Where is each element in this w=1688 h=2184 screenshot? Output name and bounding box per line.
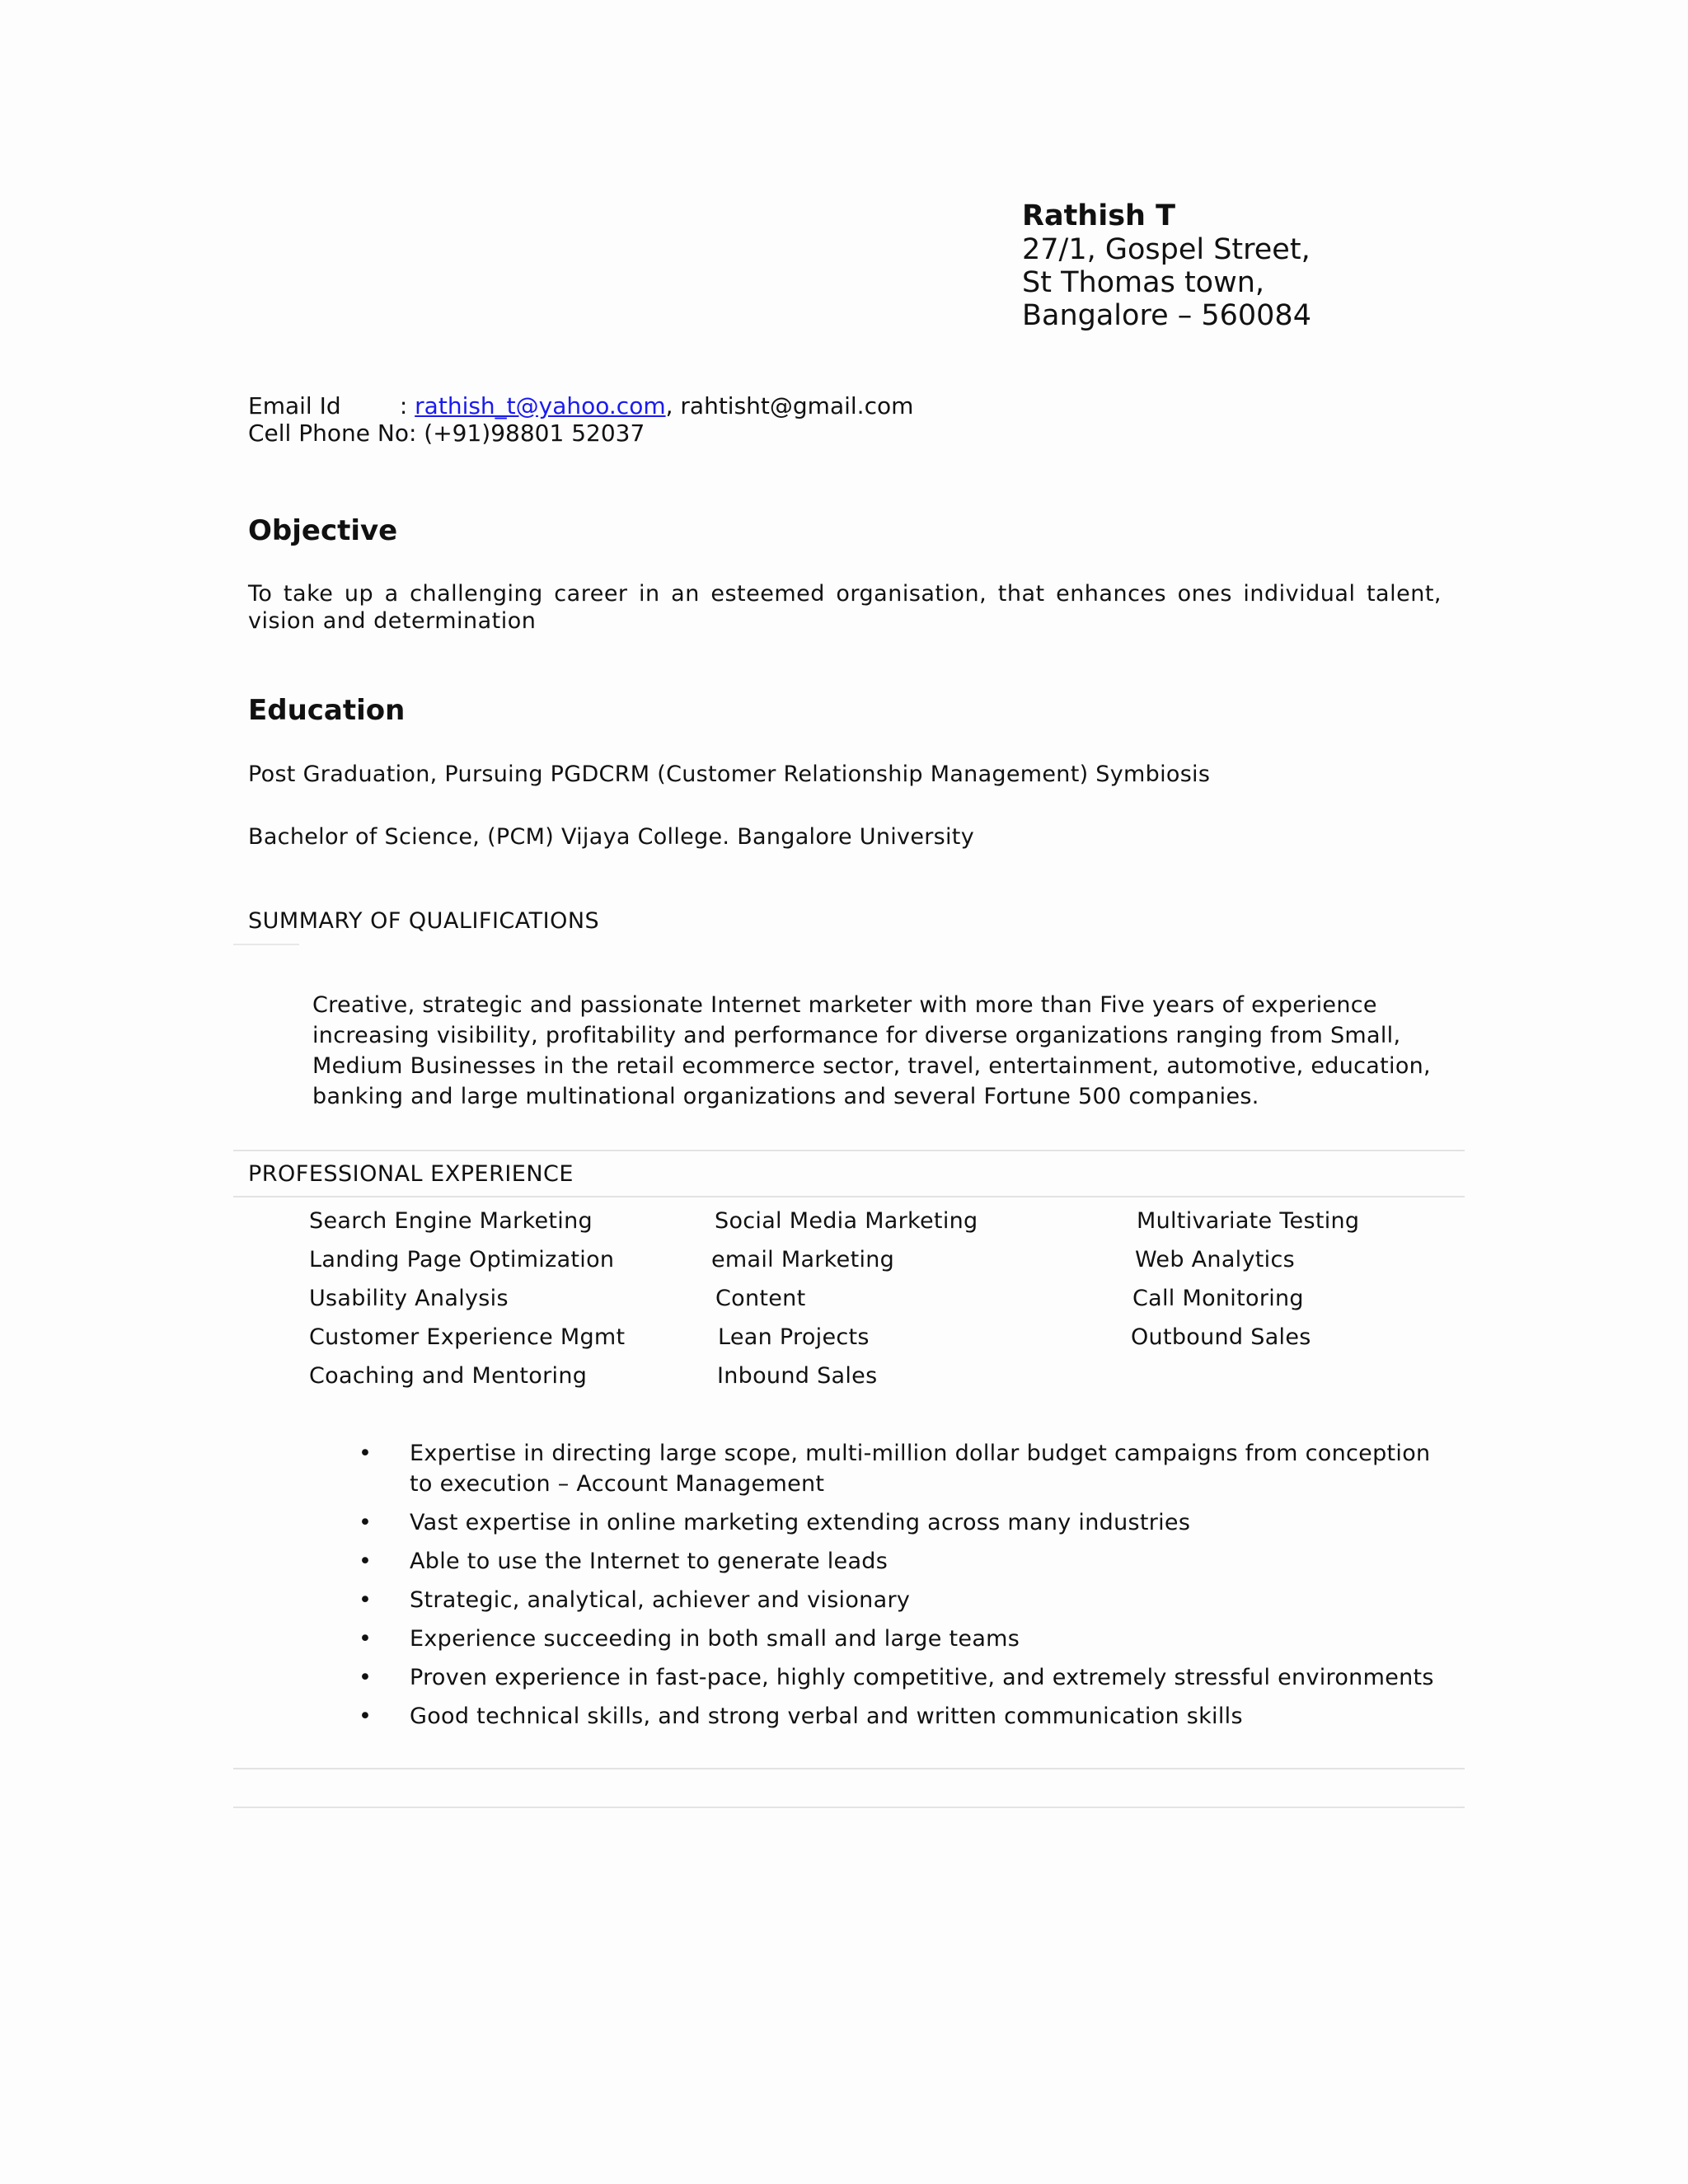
education-heading: Education bbox=[248, 694, 406, 727]
education-item: Post Graduation, Pursuing PGDCRM (Customer Relationship Management) Symbiosis bbox=[248, 762, 1211, 787]
bullet-marker: • bbox=[359, 1704, 373, 1729]
address-line-2: St Thomas town, bbox=[1022, 266, 1265, 299]
bullet-text: Proven experience in fast-pace, highly competitive, and extremely stressful environments bbox=[410, 1665, 1434, 1690]
skill-item: Outbound Sales bbox=[1131, 1324, 1311, 1350]
skill-item: Search Engine Marketing bbox=[309, 1208, 593, 1234]
bullet-marker: • bbox=[359, 1626, 373, 1652]
summary-line: Medium Businesses in the retail ecommerce sector, travel, entertainment, automotive, education, bbox=[312, 1053, 1431, 1079]
email-row bbox=[248, 392, 913, 420]
bullet-marker: • bbox=[359, 1549, 373, 1574]
email-label: Email Id : bbox=[248, 392, 408, 419]
skill-item: Landing Page Optimization bbox=[309, 1247, 615, 1272]
bullet-item bbox=[354, 1701, 1459, 1732]
skill-item: Usability Analysis bbox=[309, 1286, 509, 1311]
bullet-text: Strategic, analytical, achiever and visionary bbox=[410, 1587, 911, 1613]
experience-bullets bbox=[354, 1438, 1459, 1740]
skill-item: Content bbox=[715, 1286, 806, 1311]
bullet-item bbox=[354, 1624, 1459, 1654]
divider bbox=[233, 1807, 1465, 1808]
skill-item: Coaching and Mentoring bbox=[309, 1363, 588, 1389]
skill-item: Social Media Marketing bbox=[715, 1208, 978, 1234]
email-secondary: , rahtisht@gmail.com bbox=[665, 392, 914, 419]
bullet-marker: • bbox=[359, 1441, 373, 1466]
bullet-marker: • bbox=[359, 1587, 373, 1613]
bullet-item bbox=[354, 1546, 1459, 1577]
address-line-1: 27/1, Gospel Street, bbox=[1022, 233, 1311, 266]
summary-line: increasing visibility, profitability and performance for diverse organizations ranging from Small, bbox=[312, 1023, 1401, 1048]
bullet-text: Good technical skills, and strong verbal and written communication skills bbox=[410, 1704, 1243, 1729]
bullet-text: Able to use the Internet to generate leads bbox=[410, 1549, 889, 1574]
divider bbox=[233, 1196, 1465, 1197]
bullet-item bbox=[354, 1507, 1459, 1538]
summary-line: Creative, strategic and passionate Internet marketer with more than Five years of experience bbox=[312, 992, 1377, 1018]
divider bbox=[233, 1150, 1465, 1151]
summary-heading: SUMMARY OF QUALIFICATIONS bbox=[248, 908, 600, 934]
bullet-text: Expertise in directing large scope, multi-million dollar budget campaigns from conception to execution – Account Management bbox=[410, 1441, 1431, 1497]
bullet-item bbox=[354, 1662, 1459, 1693]
skill-item: Call Monitoring bbox=[1132, 1286, 1304, 1311]
skill-item: Customer Experience Mgmt bbox=[309, 1324, 626, 1350]
bullet-item bbox=[354, 1438, 1459, 1499]
objective-text: To take up a challenging career in an esteemed organisation, that enhances ones individual talent, vision and determination bbox=[248, 581, 1442, 634]
bullet-text: Vast expertise in online marketing extending across many industries bbox=[410, 1510, 1191, 1535]
skill-item: Inbound Sales bbox=[717, 1363, 878, 1389]
candidate-name: Rathish T bbox=[1022, 199, 1176, 232]
bullet-item bbox=[354, 1585, 1459, 1615]
skill-item: Web Analytics bbox=[1135, 1247, 1295, 1272]
bullet-marker: • bbox=[359, 1510, 373, 1535]
experience-heading: PROFESSIONAL EXPERIENCE bbox=[248, 1161, 574, 1187]
bullet-marker: • bbox=[359, 1665, 373, 1690]
education-item: Bachelor of Science, (PCM) Vijaya College. Bangalore University bbox=[248, 824, 974, 850]
summary-line: banking and large multinational organizations and several Fortune 500 companies. bbox=[312, 1084, 1259, 1109]
skill-item: Multivariate Testing bbox=[1137, 1208, 1360, 1234]
email-link[interactable]: rathish_t@yahoo.com bbox=[415, 392, 666, 419]
phone-row: Cell Phone No: (+91)98801 52037 bbox=[248, 419, 645, 447]
skill-item: Lean Projects bbox=[718, 1324, 870, 1350]
summary-underline bbox=[233, 944, 299, 945]
objective-heading: Objective bbox=[248, 514, 398, 547]
divider bbox=[233, 1768, 1465, 1769]
bullet-text: Experience succeeding in both small and large teams bbox=[410, 1626, 1020, 1652]
skill-item: email Marketing bbox=[711, 1247, 895, 1272]
address-line-3: Bangalore – 560084 bbox=[1022, 299, 1311, 332]
